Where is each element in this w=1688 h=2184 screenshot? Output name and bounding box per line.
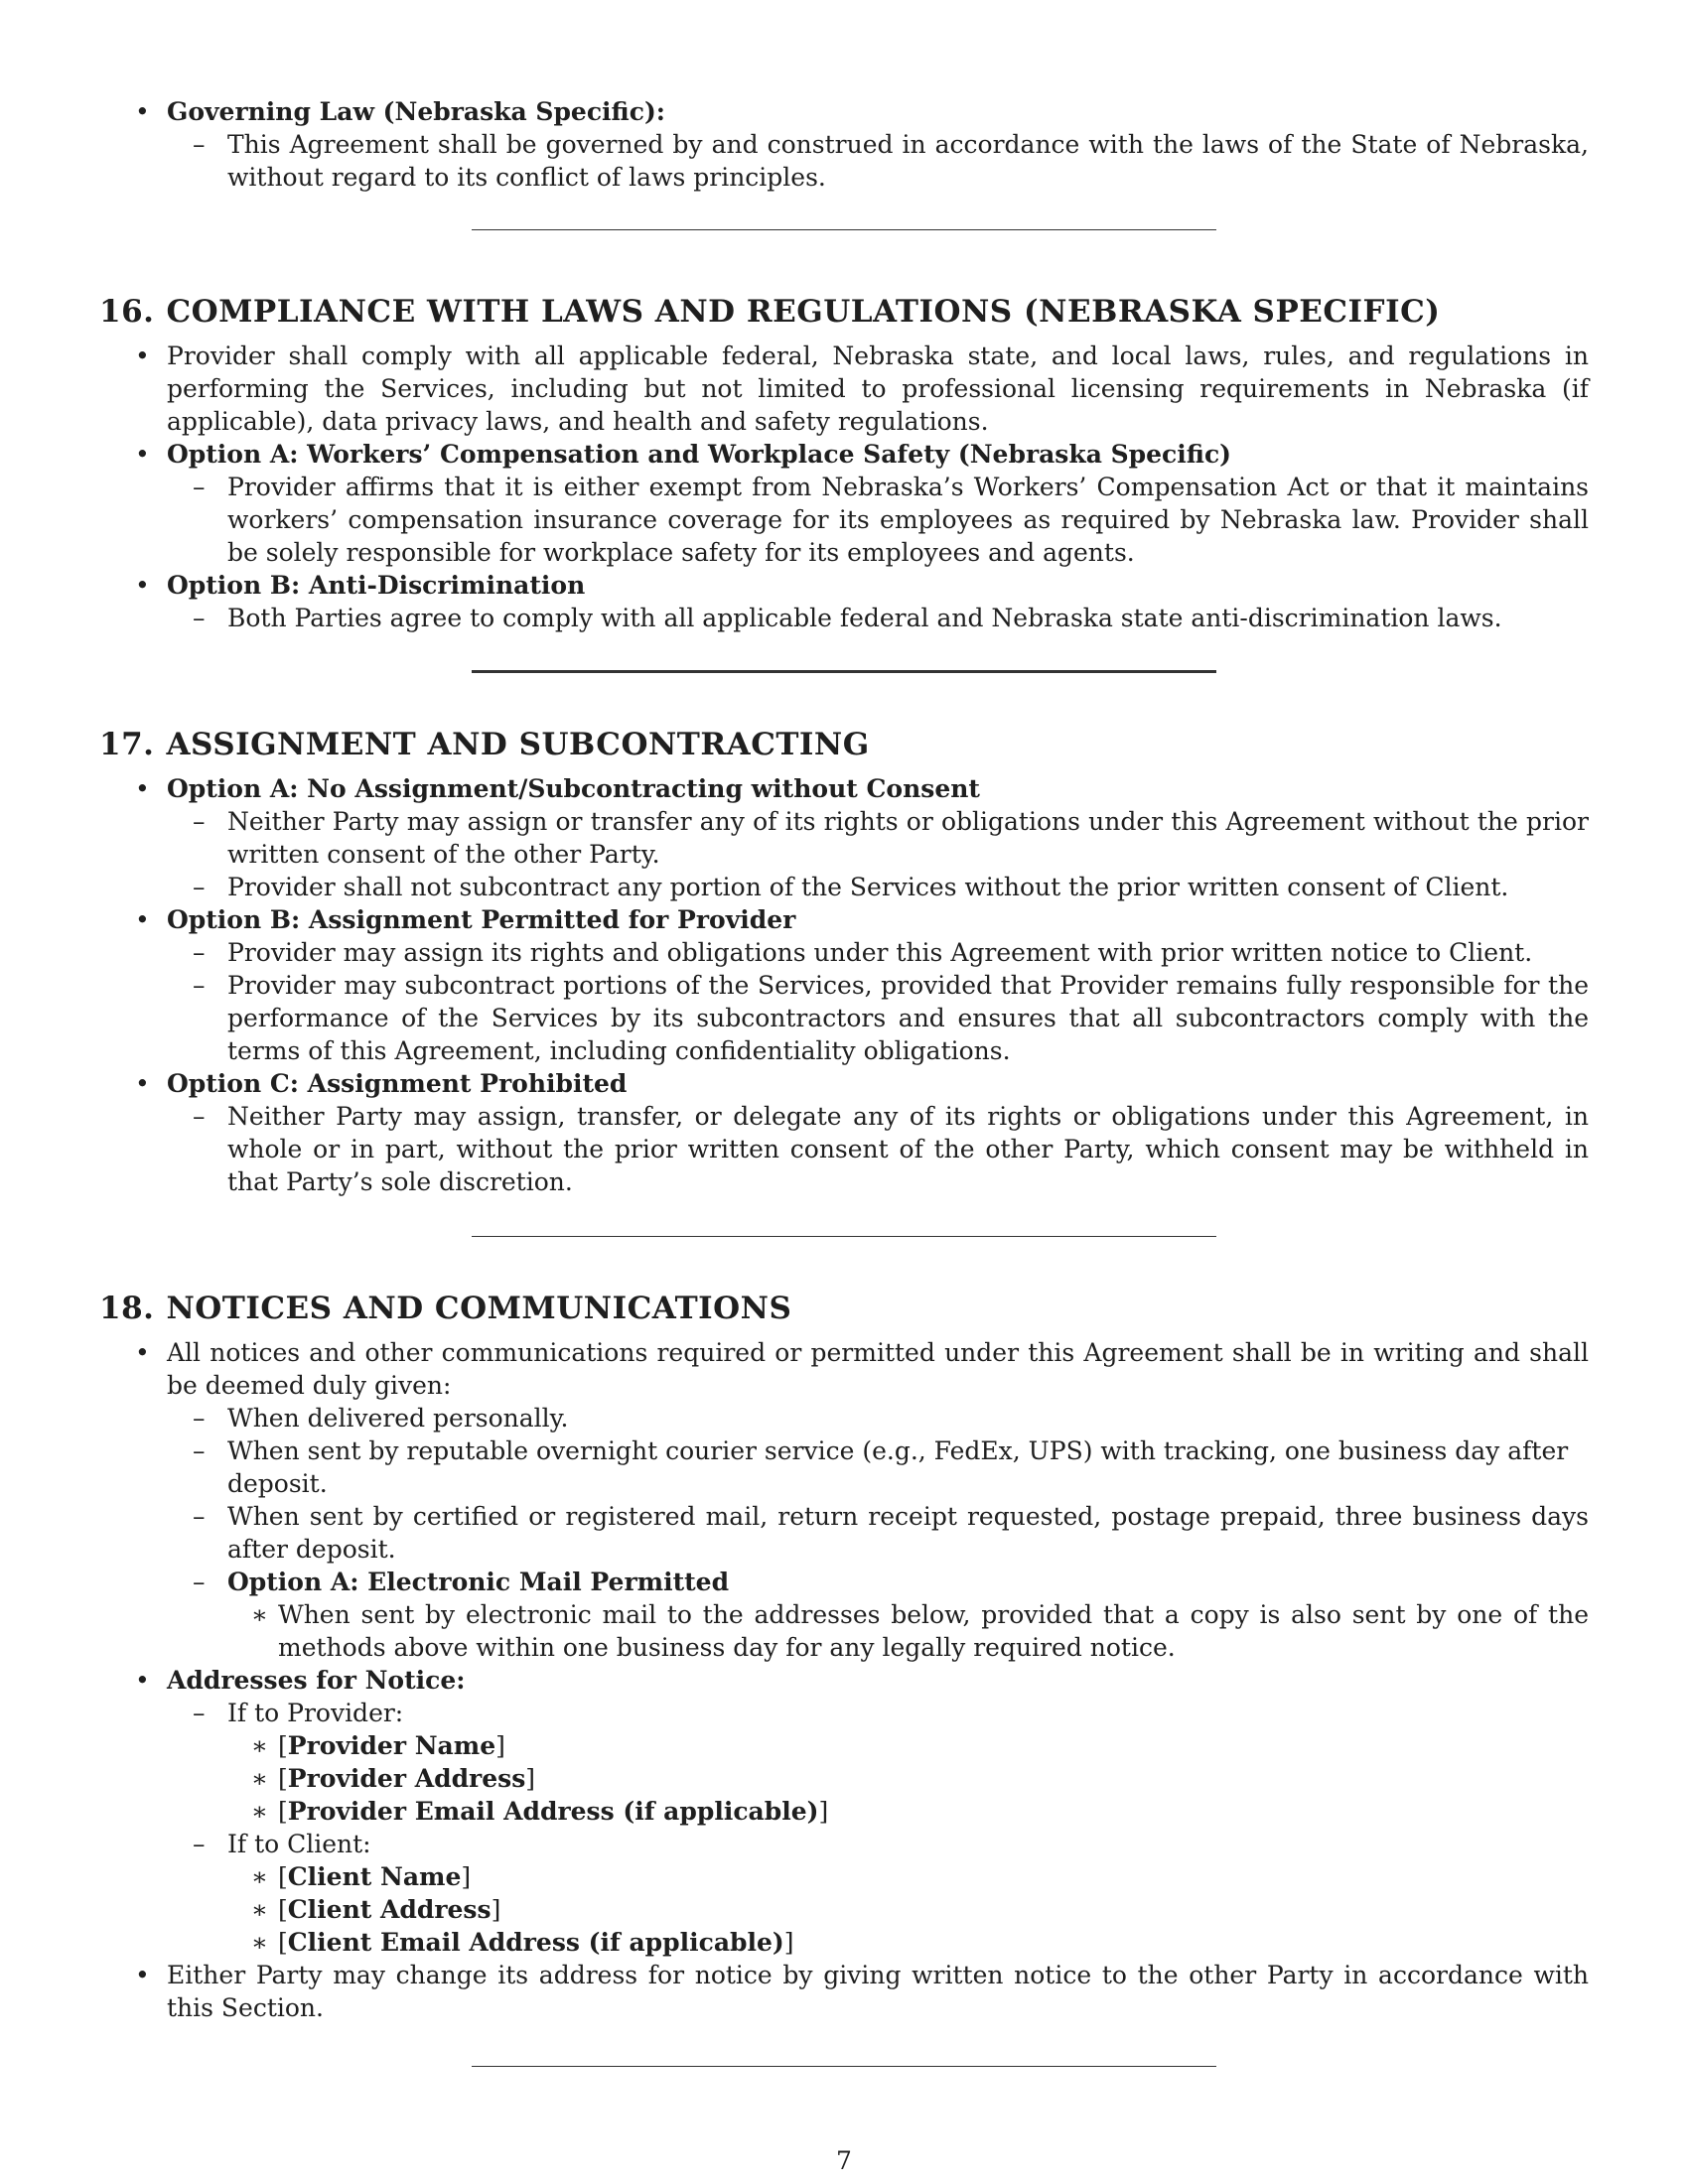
option-heading: Option A: No Assignment/Subcontracting without Consent	[167, 774, 980, 803]
list-item: – When delivered personally.	[167, 1402, 1589, 1434]
list-item: – When sent by reputable overnight courier service (e.g., FedEx, UPS) with tracking, one business day after deposit.	[167, 1434, 1589, 1500]
option-heading: Option B: Assignment Permitted for Provider	[167, 905, 796, 934]
list-item: – Provider may assign its rights and obligations under this Agreement with prior written notice to Client.	[167, 936, 1589, 969]
client-name-placeholder: Client Name	[287, 1862, 462, 1891]
list-item: ∗ [Client Name]	[227, 1860, 1589, 1893]
list-item	[99, 903, 1589, 1067]
governing-law-heading: Governing Law (Nebraska Specific):	[167, 97, 666, 126]
option-heading: Option C: Assignment Prohibited	[167, 1069, 628, 1098]
list-item: – This Agreement shall be governed by and construed in accordance with the laws of the State of Nebraska, without regard to its conflict of laws principles.	[167, 128, 1589, 194]
list-item: ∗ [Provider Address]	[227, 1762, 1589, 1795]
list-item: ∗ [Provider Email Address (if applicable)]	[227, 1795, 1589, 1828]
list-item	[99, 1336, 1589, 1664]
provider-email-placeholder: Provider Email Address (if applicable)	[287, 1797, 819, 1826]
list-item	[99, 772, 1589, 903]
list-item: – Provider affirms that it is either exempt from Nebraska’s Workers’ Compensation Act or that it maintains workers’ compensation insurance coverage for its employees as required by Nebraska law. Provider shall be solely responsible for workplace safety for its employees and agents.	[167, 471, 1589, 569]
list-item	[167, 1566, 1589, 1664]
list-item	[99, 1067, 1589, 1198]
option-heading: Option B: Anti-Discrimination	[167, 571, 586, 600]
section-16-list	[99, 340, 1589, 634]
provider-address-placeholder: Provider Address	[287, 1764, 526, 1793]
list-item: • Provider shall comply with all applicable federal, Nebraska state, and local laws, rules, and regulations in performing the Services, including but not limited to professional licensing requirements in Nebraska (if applicable), data privacy laws, and health and safety regulations.	[99, 340, 1589, 438]
client-email-placeholder: Client Email Address (if applicable)	[287, 1928, 784, 1957]
list-item	[99, 569, 1589, 634]
section-18-list	[99, 1336, 1589, 2024]
list-item: – Neither Party may assign or transfer any of its rights or obligations under this Agreement without the prior written consent of the other Party.	[167, 805, 1589, 871]
list-item: – When sent by certified or registered mail, return receipt requested, postage prepaid, three business days after deposit.	[167, 1500, 1589, 1566]
section-divider	[472, 2066, 1216, 2067]
list-item: ∗ When sent by electronic mail to the addresses below, provided that a copy is also sent by one of the methods above within one business day for any legally required notice.	[227, 1598, 1589, 1664]
list-item	[167, 1697, 1589, 1828]
list-item: – Provider shall not subcontract any portion of the Services without the prior written consent of Client.	[167, 871, 1589, 903]
addresses-heading: Addresses for Notice:	[167, 1666, 466, 1695]
list-item: • Either Party may change its address for notice by giving written notice to the other Party in accordance with this Section.	[99, 1959, 1589, 2024]
page-content	[99, 95, 1589, 2080]
list-item	[99, 438, 1589, 569]
list-item	[167, 1828, 1589, 1959]
client-address-placeholder: Client Address	[287, 1895, 492, 1924]
section-16-heading: 16. COMPLIANCE WITH LAWS AND REGULATIONS (NEBRASKA SPECIFIC)	[99, 294, 1441, 330]
section-18-heading: 18. NOTICES AND COMMUNICATIONS	[99, 1291, 792, 1326]
provider-label: If to Provider:	[227, 1699, 404, 1727]
list-item: – Both Parties agree to comply with all applicable federal and Nebraska state anti-discrimination laws.	[167, 602, 1589, 634]
list-item: – Provider may subcontract portions of the Services, provided that Provider remains fully responsible for the performance of the Services by its subcontractors and ensures that all subcontractors comply with the terms of this Agreement, including confidentiality obligations.	[167, 969, 1589, 1067]
list-item	[99, 95, 1589, 194]
section-divider	[472, 1236, 1216, 1237]
section-divider	[472, 229, 1216, 230]
list-item	[99, 1664, 1589, 1959]
section-17-heading: 17. ASSIGNMENT AND SUBCONTRACTING	[99, 727, 870, 762]
section-17-list	[99, 772, 1589, 1198]
provider-name-placeholder: Provider Name	[287, 1731, 496, 1760]
client-label: If to Client:	[227, 1830, 371, 1858]
governing-law-list	[99, 95, 1589, 194]
option-heading: Option A: Electronic Mail Permitted	[227, 1568, 730, 1596]
list-item: ∗ [Client Email Address (if applicable)]	[227, 1926, 1589, 1959]
page-number: 7	[836, 2146, 852, 2175]
list-item: ∗ [Provider Name]	[227, 1729, 1589, 1762]
list-item: ∗ [Client Address]	[227, 1893, 1589, 1926]
option-heading: Option A: Workers’ Compensation and Workplace Safety (Nebraska Specific)	[167, 440, 1231, 469]
notices-intro: • All notices and other communications required or permitted under this Agreement shall be in writing and shall be deemed duly given:	[167, 1338, 1589, 1400]
section-divider	[472, 670, 1216, 673]
list-item: – Neither Party may assign, transfer, or delegate any of its rights or obligations under this Agreement, in whole or in part, without the prior written consent of the other Party, which consent may be withheld in that Party’s sole discretion.	[167, 1100, 1589, 1198]
